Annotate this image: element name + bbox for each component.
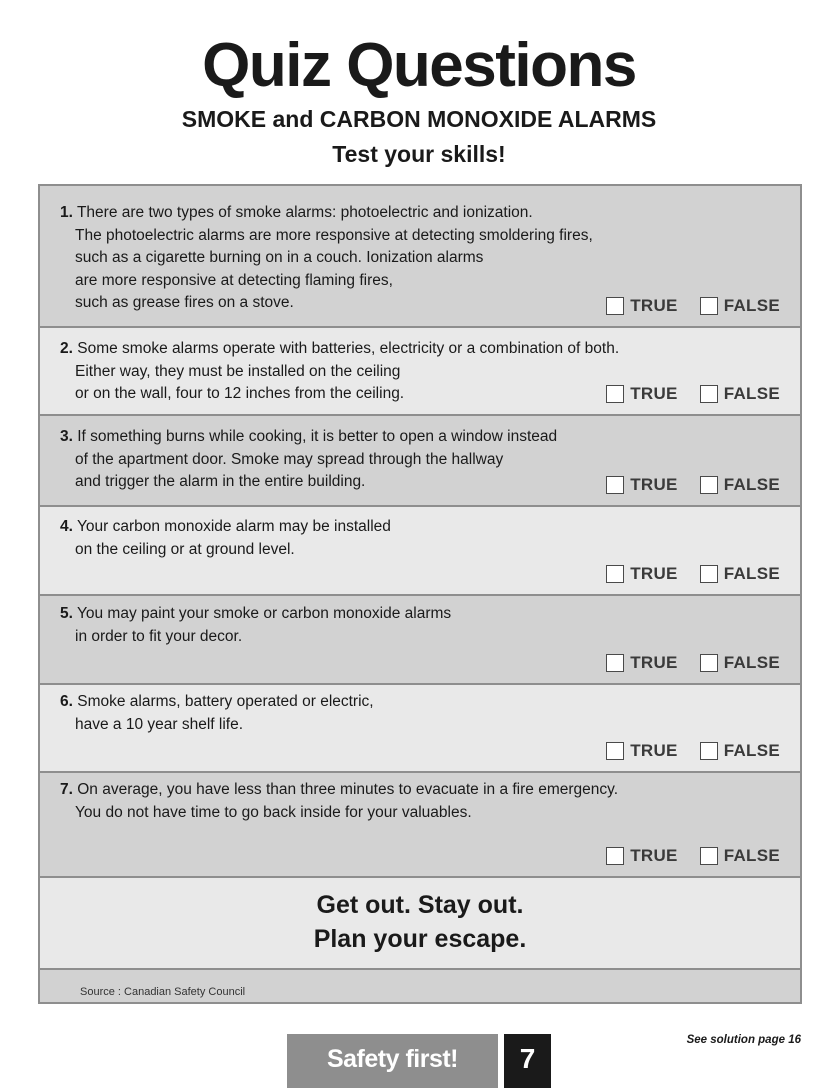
true-checkbox[interactable] <box>606 742 624 760</box>
true-option[interactable]: TRUE <box>606 296 677 316</box>
page-tagline: Test your skills! <box>332 141 506 167</box>
solution-note: See solution page 16 <box>686 1034 801 1046</box>
question-number: 6. <box>60 693 73 710</box>
true-checkbox[interactable] <box>606 847 624 865</box>
false-option[interactable]: FALSE <box>700 653 780 673</box>
question-number: 5. <box>60 605 73 622</box>
question-text: 2. Some smoke alarms operate with batteries, electricity or a combination of both. Either way, they must be installed on the ceiling or on the wall, four to 12 inches from the ceiling. <box>60 340 620 402</box>
false-checkbox[interactable] <box>700 565 718 583</box>
true-option[interactable]: TRUE <box>606 653 677 673</box>
answer-options <box>606 475 780 495</box>
page-title: Quiz Questions <box>202 31 636 100</box>
question-1 <box>40 186 800 328</box>
answer-options <box>606 384 780 404</box>
false-option[interactable]: FALSE <box>700 846 780 866</box>
true-option[interactable]: TRUE <box>606 475 677 495</box>
false-checkbox[interactable] <box>700 654 718 672</box>
question-text: 3. If something burns while cooking, it is better to open a window instead of the apartment door. Smoke may spread through the hallway and trigger the alarm in the entire building. <box>60 428 558 490</box>
answer-options <box>606 564 780 584</box>
quiz-panel <box>38 184 802 1004</box>
question-text: 5. You may paint your smoke or carbon monoxide alarms in order to fit your decor. <box>60 605 452 645</box>
true-option[interactable]: TRUE <box>606 384 677 404</box>
true-checkbox[interactable] <box>606 297 624 315</box>
false-checkbox[interactable] <box>700 847 718 865</box>
question-text: 4. Your carbon monoxide alarm may be installed on the ceiling or at ground level. <box>60 518 391 558</box>
slogan <box>40 878 800 970</box>
question-number: 2. <box>60 340 73 357</box>
true-checkbox[interactable] <box>606 565 624 583</box>
question-3 <box>40 416 800 507</box>
question-text: 6. Smoke alarms, battery operated or electric, have a 10 year shelf life. <box>60 693 374 733</box>
question-7 <box>40 773 800 878</box>
answer-options <box>606 653 780 673</box>
page-subtitle: SMOKE and CARBON MONOXIDE ALARMS <box>181 106 657 132</box>
source-credit: Source : Canadian Safety Council <box>80 986 246 998</box>
slogan-line-2: Plan your escape. <box>313 925 527 953</box>
slogan-line-1: Get out. Stay out. <box>316 891 524 919</box>
question-number: 4. <box>60 518 73 535</box>
question-6 <box>40 685 800 773</box>
false-option[interactable]: FALSE <box>700 741 780 761</box>
false-option[interactable]: FALSE <box>700 384 780 404</box>
false-option[interactable]: FALSE <box>700 296 780 316</box>
question-number: 1. <box>60 204 73 221</box>
question-text: 7. On average, you have less than three minutes to evacuate in a fire emergency. You do not have time to go back inside for your valuables. <box>60 781 619 821</box>
true-option[interactable]: TRUE <box>606 741 677 761</box>
safety-first-badge: Safety first! <box>287 1034 498 1088</box>
true-checkbox[interactable] <box>606 385 624 403</box>
true-option[interactable]: TRUE <box>606 564 677 584</box>
page-number: 7 <box>504 1034 551 1088</box>
false-checkbox[interactable] <box>700 297 718 315</box>
false-checkbox[interactable] <box>700 476 718 494</box>
false-checkbox[interactable] <box>700 742 718 760</box>
question-5 <box>40 596 800 685</box>
false-option[interactable]: FALSE <box>700 475 780 495</box>
question-number: 3. <box>60 428 73 445</box>
answer-options <box>606 741 780 761</box>
question-4 <box>40 507 800 596</box>
true-checkbox[interactable] <box>606 476 624 494</box>
true-checkbox[interactable] <box>606 654 624 672</box>
question-2 <box>40 328 800 416</box>
question-text: 1. There are two types of smoke alarms: photoelectric and ionization. The photoelectric alarms are more responsive at detecting smoldering fires, such as a cigarette burning on in a couch. Ionization alarms are more responsive at detecting flaming fires, such as grease fires on a stove. <box>60 204 593 311</box>
answer-options <box>606 846 780 866</box>
false-option[interactable]: FALSE <box>700 564 780 584</box>
answer-options <box>606 296 780 316</box>
true-option[interactable]: TRUE <box>606 846 677 866</box>
question-number: 7. <box>60 781 73 798</box>
false-checkbox[interactable] <box>700 385 718 403</box>
